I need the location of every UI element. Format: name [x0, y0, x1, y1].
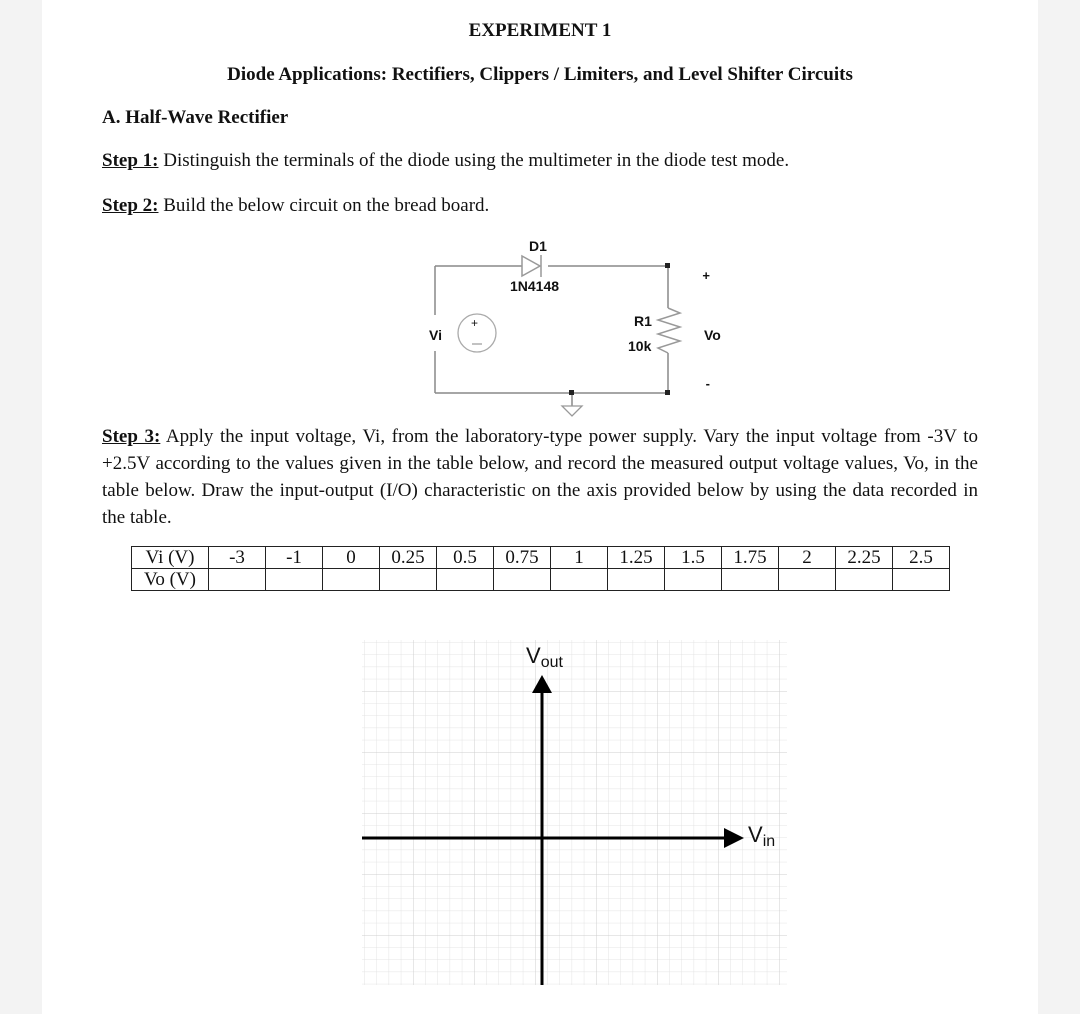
table-cell: 2.25 — [836, 547, 893, 569]
table-cell[interactable] — [608, 569, 665, 591]
svg-text:+: + — [471, 316, 479, 330]
step-3-text: Apply the input voltage, Vi, from the laboratory-type power supply. Vary the input voltage from -3V to +2.5V according to the values given in the table below, and record the measured output voltage values, Vo, in the table below. Draw the input-output (I/O) characteristic on the axis provided below by using the data recorded in the table. — [102, 426, 978, 528]
half-wave-rectifier-schematic — [372, 228, 721, 423]
table-cell[interactable] — [893, 569, 950, 591]
table-cell[interactable] — [266, 569, 323, 591]
table-cell: 0 — [323, 547, 380, 569]
document-page — [42, 0, 1038, 1014]
table-cell[interactable] — [722, 569, 779, 591]
step-1 — [102, 150, 789, 172]
output-plus-label: + — [702, 268, 710, 283]
page-title: EXPERIMENT 1 — [468, 20, 612, 41]
table-cell: 1.25 — [608, 547, 665, 569]
table-cell: 1 — [551, 547, 608, 569]
table-cell[interactable] — [209, 569, 266, 591]
table-cell: 0.75 — [494, 547, 551, 569]
resistor-symbol — [658, 308, 680, 353]
measurement-table — [131, 546, 950, 591]
output-label: Vo — [704, 327, 721, 343]
table-row-label: Vo (V) — [132, 569, 209, 591]
table-cell: -3 — [209, 547, 266, 569]
source-label: Vi — [429, 327, 442, 343]
y-axis-label: Vout — [526, 643, 563, 671]
graph-grid — [362, 640, 787, 985]
table-cell[interactable] — [665, 569, 722, 591]
table-cell: -1 — [266, 547, 323, 569]
voltage-source-symbol — [458, 314, 496, 352]
step-2-text: Build the below circuit on the bread board. — [158, 195, 490, 216]
step-2 — [102, 195, 489, 217]
ground-symbol — [562, 406, 582, 416]
table-cell: 2 — [779, 547, 836, 569]
table-cell: 1.75 — [722, 547, 779, 569]
step-3-label: Step 3: — [102, 426, 161, 447]
table-row-label: Vi (V) — [132, 547, 209, 569]
output-minus-label: - — [705, 376, 710, 391]
table-row-vi — [132, 547, 950, 569]
diode-part-label: 1N4148 — [510, 278, 560, 294]
table-cell[interactable] — [437, 569, 494, 591]
table-cell[interactable] — [836, 569, 893, 591]
step-3 — [102, 423, 978, 531]
x-axis-label: Vin — [748, 822, 776, 850]
table-cell: 2.5 — [893, 547, 950, 569]
io-characteristic-axes — [352, 630, 832, 995]
table-cell: 0.25 — [380, 547, 437, 569]
step-1-text: Distinguish the terminals of the diode using the multimeter in the diode test mode. — [158, 150, 790, 171]
table-cell[interactable] — [494, 569, 551, 591]
diode-ref-label: D1 — [529, 238, 547, 254]
table-cell[interactable] — [380, 569, 437, 591]
resistor-ref-label: R1 — [634, 313, 652, 329]
diode-symbol — [522, 255, 541, 277]
table-row-vo — [132, 569, 950, 591]
table-cell[interactable] — [323, 569, 380, 591]
step-1-label: Step 1: — [102, 150, 159, 171]
table-cell: 0.5 — [437, 547, 494, 569]
table-cell: 1.5 — [665, 547, 722, 569]
page-subtitle: Diode Applications: Rectifiers, Clippers / Limiters, and Level Shifter Circuits — [227, 64, 853, 85]
table-cell[interactable] — [779, 569, 836, 591]
step-2-label: Step 2: — [102, 195, 159, 216]
section-heading: A. Half-Wave Rectifier — [102, 107, 289, 128]
table-cell[interactable] — [551, 569, 608, 591]
resistor-value-label: 10k — [628, 338, 652, 354]
